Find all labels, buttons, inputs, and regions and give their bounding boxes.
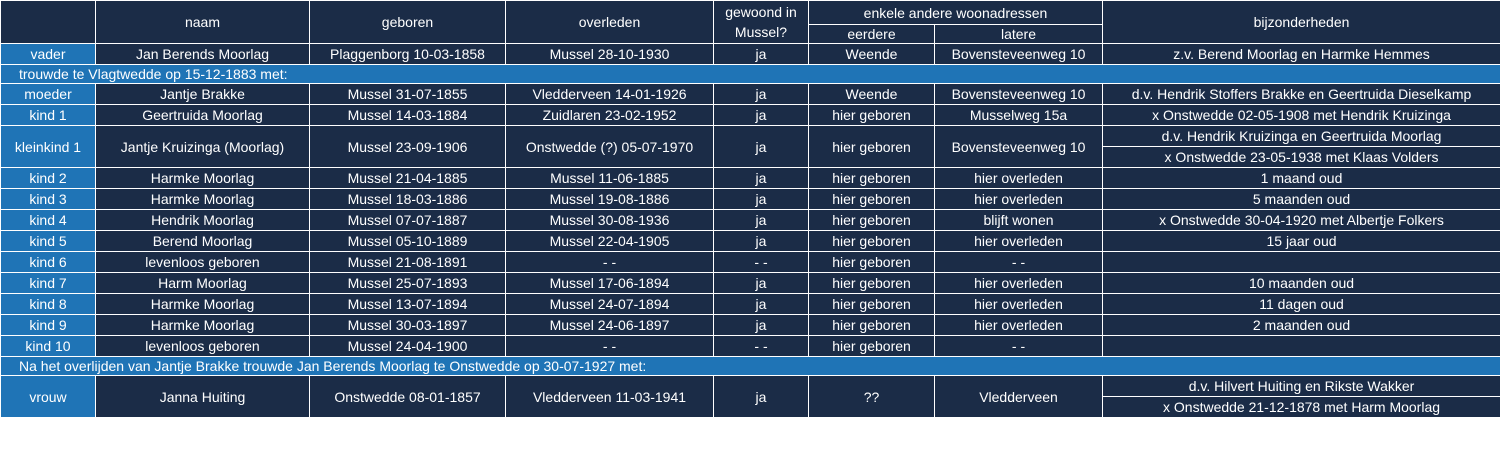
header-latere: latere [935,25,1103,44]
naam-cell: levenloos geboren [96,252,310,273]
gewoond-cell: - - [714,336,809,357]
latere-cell: - - [935,252,1103,273]
bijzonderheden-cell: 11 dagen oud [1103,294,1500,315]
eerdere-cell: ?? [809,376,935,418]
table-row [1,168,1500,189]
bijzonderheden-cell: 15 jaar oud [1103,231,1500,252]
latere-cell: Bovensteveenweg 10 [935,126,1103,168]
geboren-cell: Mussel 24-04-1900 [310,336,506,357]
latere-cell: hier overleden [935,294,1103,315]
naam-cell: Harmke Moorlag [96,315,310,336]
geboren-cell: Mussel 31-07-1855 [310,84,506,105]
overleden-cell: - - [506,336,714,357]
geboren-cell: Mussel 18-03-1886 [310,189,506,210]
overleden-cell: Mussel 17-06-1894 [506,273,714,294]
role-label: vrouw [1,376,96,418]
gewoond-cell: ja [714,294,809,315]
table-row [1,252,1500,273]
role-label: kind 4 [1,210,96,231]
bijzonderheden-cell: d.v. Hilvert Huiting en Rikste Wakker [1103,376,1500,397]
naam-cell: Harmke Moorlag [96,294,310,315]
geboren-cell: Mussel 05-10-1889 [310,231,506,252]
table-row [1,189,1500,210]
table-row [1,315,1500,336]
bijzonderheden-cell: x Onstwedde 30-04-1920 met Albertje Folkers [1103,210,1500,231]
latere-cell: hier overleden [935,315,1103,336]
bijzonderheden-cell: z.v. Berend Moorlag en Harmke Hemmes [1103,44,1500,65]
gewoond-cell: ja [714,126,809,168]
bijzonderheden-cell: 1 maand oud [1103,168,1500,189]
geboren-cell: Mussel 21-08-1891 [310,252,506,273]
latere-cell: Musselweg 15a [935,105,1103,126]
eerdere-cell: hier geboren [809,231,935,252]
eerdere-cell: hier geboren [809,252,935,273]
gewoond-cell: ja [714,189,809,210]
geboren-cell: Mussel 30-03-1897 [310,315,506,336]
bijzonderheden-cell [1103,336,1500,357]
eerdere-cell: hier geboren [809,126,935,168]
geboren-cell: Mussel 23-09-1906 [310,126,506,168]
table-row [1,84,1500,105]
geboren-cell: Mussel 13-07-1894 [310,294,506,315]
role-label: kind 1 [1,105,96,126]
overleden-cell: Mussel 30-08-1936 [506,210,714,231]
geboren-cell: Mussel 14-03-1884 [310,105,506,126]
eerdere-cell: hier geboren [809,294,935,315]
gewoond-cell: ja [714,231,809,252]
banner-row [1,65,1500,84]
gewoond-cell: ja [714,84,809,105]
overleden-cell: Zuidlaren 23-02-1952 [506,105,714,126]
eerdere-cell: hier geboren [809,273,935,294]
geboren-cell: Mussel 25-07-1893 [310,273,506,294]
naam-cell: Janna Huiting [96,376,310,418]
header-andere-woonadressen: enkele andere woonadressen [809,1,1103,25]
latere-cell: Vledderveen [935,376,1103,418]
role-label: kind 2 [1,168,96,189]
eerdere-cell: hier geboren [809,168,935,189]
gewoond-cell: ja [714,168,809,189]
role-label: kind 7 [1,273,96,294]
gewoond-cell: ja [714,210,809,231]
bijzonderheden-cell: 2 maanden oud [1103,315,1500,336]
eerdere-cell: hier geboren [809,336,935,357]
naam-cell: Harm Moorlag [96,273,310,294]
gewoond-cell: ja [714,105,809,126]
bijzonderheden-cell: x Onstwedde 02-05-1908 met Hendrik Kruizinga [1103,105,1500,126]
eerdere-cell: Weende [809,44,935,65]
latere-cell: Bovensteveenweg 10 [935,84,1103,105]
latere-cell: hier overleden [935,273,1103,294]
latere-cell: hier overleden [935,168,1103,189]
header-overleden: overleden [506,1,714,44]
overleden-cell: Mussel 28-10-1930 [506,44,714,65]
geboren-cell: Mussel 07-07-1887 [310,210,506,231]
header-naam: naam [96,1,310,44]
role-label: vader [1,44,96,65]
header-row-top [1,1,1500,25]
header-rol [1,1,96,44]
naam-cell: Jantje Kruizinga (Moorlag) [96,126,310,168]
table-row [1,126,1500,147]
table-row [1,44,1500,65]
table-row [1,231,1500,252]
naam-cell: Harmke Moorlag [96,189,310,210]
bijzonderheden-cell: d.v. Hendrik Stoffers Brakke en Geertruida Dieselkamp [1103,84,1500,105]
bijzonderheden-cell: d.v. Hendrik Kruizinga en Geertruida Moorlag [1103,126,1500,147]
table-row [1,105,1500,126]
role-label: kind 3 [1,189,96,210]
naam-cell: Jan Berends Moorlag [96,44,310,65]
table-row [1,273,1500,294]
geboren-cell: Plaggenborg 10-03-1858 [310,44,506,65]
naam-cell: Berend Moorlag [96,231,310,252]
latere-cell: blijft wonen [935,210,1103,231]
eerdere-cell: hier geboren [809,105,935,126]
table-row [1,210,1500,231]
overleden-cell: Mussel 24-07-1894 [506,294,714,315]
bijzonderheden-cell: x Onstwedde 23-05-1938 met Klaas Volders [1103,147,1500,168]
gewoond-cell: ja [714,273,809,294]
naam-cell: Harmke Moorlag [96,168,310,189]
latere-cell: hier overleden [935,189,1103,210]
marriage-banner-2: Na het overlijden van Jantje Brakke trouwde Jan Berends Moorlag te Onstwedde op 30-07-1927 met: [1,357,1500,376]
naam-cell: Hendrik Moorlag [96,210,310,231]
eerdere-cell: hier geboren [809,315,935,336]
header-eerdere: eerdere [809,25,935,44]
overleden-cell: Mussel 22-04-1905 [506,231,714,252]
geboren-cell: Mussel 21-04-1885 [310,168,506,189]
bijzonderheden-cell: 10 maanden oud [1103,273,1500,294]
role-label: kind 5 [1,231,96,252]
naam-cell: Geertruida Moorlag [96,105,310,126]
eerdere-cell: Weende [809,84,935,105]
overleden-cell: Vledderveen 11-03-1941 [506,376,714,418]
overleden-cell: Mussel 11-06-1885 [506,168,714,189]
header-bijzonderheden: bijzonderheden [1103,1,1500,44]
gewoond-cell: ja [714,376,809,418]
eerdere-cell: hier geboren [809,210,935,231]
latere-cell: - - [935,336,1103,357]
bijzonderheden-cell [1103,252,1500,273]
eerdere-cell: hier geboren [809,189,935,210]
gewoond-cell: - - [714,252,809,273]
overleden-cell: Mussel 24-06-1897 [506,315,714,336]
table-row [1,336,1500,357]
geboren-cell: Onstwedde 08-01-1857 [310,376,506,418]
role-label: kind 10 [1,336,96,357]
role-label: kind 6 [1,252,96,273]
table-row [1,294,1500,315]
latere-cell: hier overleden [935,231,1103,252]
naam-cell: levenloos geboren [96,336,310,357]
banner-row [1,357,1500,376]
gewoond-cell: ja [714,315,809,336]
role-label: moeder [1,84,96,105]
header-geboren: geboren [310,1,506,44]
bijzonderheden-cell: x Onstwedde 21-12-1878 met Harm Moorlag [1103,397,1500,418]
table-row [1,376,1500,397]
naam-cell: Jantje Brakke [96,84,310,105]
marriage-banner-1: trouwde te Vlagtwedde op 15-12-1883 met: [1,65,1500,84]
gewoond-cell: ja [714,44,809,65]
bijzonderheden-cell: 5 maanden oud [1103,189,1500,210]
role-label: kleinkind 1 [1,126,96,168]
overleden-cell: Vledderveen 14-01-1926 [506,84,714,105]
role-label: kind 9 [1,315,96,336]
role-label: kind 8 [1,294,96,315]
overleden-cell: Onstwedde (?) 05-07-1970 [506,126,714,168]
overleden-cell: - - [506,252,714,273]
latere-cell: Bovensteveenweg 10 [935,44,1103,65]
overleden-cell: Mussel 19-08-1886 [506,189,714,210]
header-gewoond: gewoond in Mussel? [714,1,809,44]
